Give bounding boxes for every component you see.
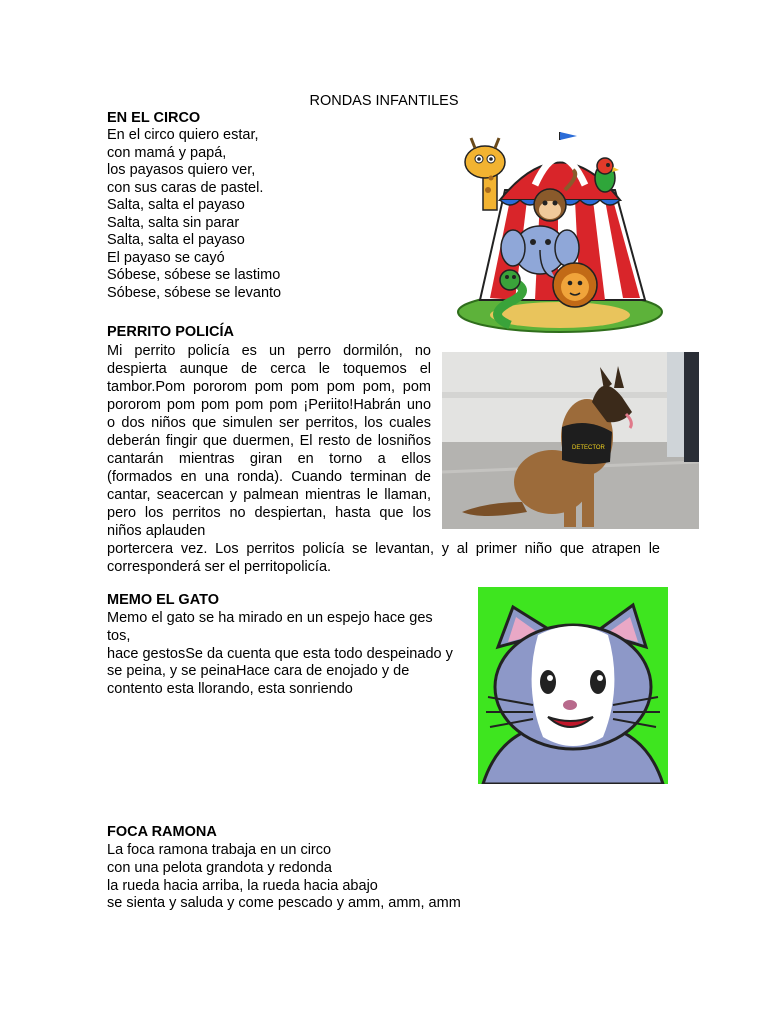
lyric-line: tos, (107, 627, 131, 644)
perrito-text-line: mientras le llaman, pero los perritos no (107, 487, 432, 521)
perrito-text-line: pororom pom pom pom pom ¡Periito!Habrán (107, 397, 401, 413)
section-heading-circo: EN EL CIRCO (107, 110, 201, 126)
circus-illustration (455, 130, 665, 335)
lyric-line: Sóbese, sóbese se lastimo (107, 267, 281, 283)
perrito-text (107, 342, 431, 540)
section-heading-gato: MEMO EL GATO (107, 592, 219, 608)
lyric-line: se peina, y se peinaHace cara de enojado y de (107, 663, 410, 680)
lyric-line: la rueda hacia arriba, la rueda hacia abajo (107, 877, 378, 894)
lyric-line: los payasos quiero ver, (107, 162, 256, 178)
cartoon-cat-illustration (478, 587, 668, 784)
lyric-line: Memo el gato se ha mirado en un espejo hace ges (107, 610, 433, 626)
perrito-text-line: ellos (formados en una ronda). Cuando (107, 451, 432, 485)
perrito-text-line: cuales deberán fingir que duermen, El resto de (107, 415, 431, 449)
lyric-line: El payaso se cayó (107, 249, 225, 266)
lyric-line: con una pelota grandota y redonda (107, 859, 332, 876)
perrito-text-line: despierta aunque de cerca le toquemos el (107, 361, 431, 377)
perrito-text-line: portercera vez. Los perritos policía se levantan, y al primer niño que atrapen le (107, 541, 660, 557)
lyric-line: se sienta y saluda y come pescado y amm, amm, amm (107, 895, 461, 912)
lyric-line: Salta, salta sin parar (107, 214, 240, 231)
perrito-text-line: Mi perrito policía es un perro dormilón, no (107, 343, 431, 359)
lyric-line: contento esta llorando, esta sonriendo (107, 681, 353, 698)
document-title: RONDAS INFANTILES (309, 93, 459, 109)
section-heading-perrito: PERRITO POLICÍA (107, 324, 235, 340)
vest-label: DETECTOR (572, 445, 605, 451)
lyric-line: La foca ramona trabaja en un circo (107, 842, 332, 858)
perrito-text-line: despiertan, hasta que los niños aplauden (107, 505, 432, 539)
perrito-text-line: losniños cantarán mientras giran en torno a (107, 433, 431, 467)
perrito-text-line: corresponderá ser el perritopolicía. (107, 559, 332, 575)
perrito-text-line: uno o dos niños que simulen ser perritos, los (107, 397, 432, 431)
lyric-line: con mamá y papá, (107, 144, 227, 161)
lyric-line: Salta, salta el payaso (107, 232, 245, 248)
foca-lyrics (107, 842, 461, 913)
lyric-line: En el circo quiero estar, (107, 127, 259, 143)
section-heading-foca: FOCA RAMONA (107, 824, 217, 840)
gato-lyrics (107, 610, 453, 699)
police-dog-photo (442, 352, 699, 529)
perrito-text-continued (107, 540, 660, 576)
perrito-text-line: terminan de cantar, seacercan y palmean (107, 469, 431, 503)
lyric-line: con sus caras de pastel. (107, 179, 264, 196)
lyric-line: Sóbese, sóbese se levanto (107, 284, 282, 301)
circo-lyrics (107, 127, 281, 302)
lyric-line: hace gestosSe da cuenta que esta todo despeinado y (107, 645, 453, 662)
lyric-line: Salta, salta el payaso (107, 197, 245, 213)
perrito-text-line: tambor.Pom pororom pom pom pom pom, pom (107, 379, 431, 395)
